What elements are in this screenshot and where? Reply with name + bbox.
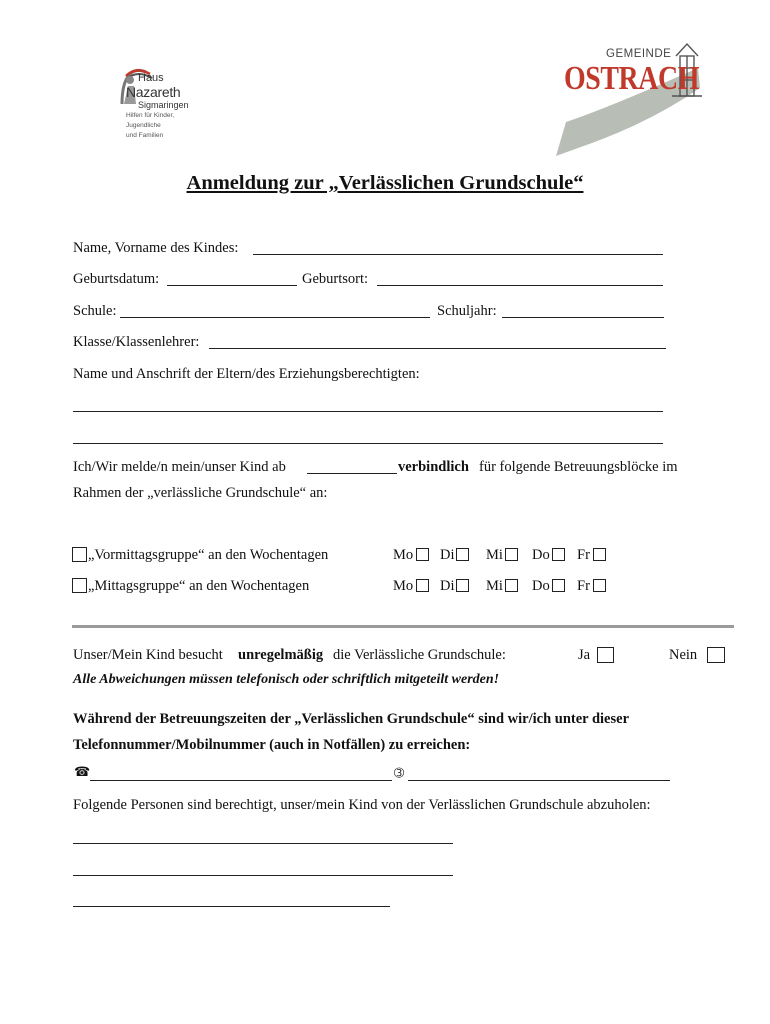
midday-day-fr-checkbox[interactable] (593, 579, 606, 592)
logo-text-ostrach: OSTRACH (564, 60, 700, 97)
morning-day-fr-label: Fr (577, 547, 590, 563)
deviation-note: Alle Abweichungen müssen telefonisch oder schriftlich mitgeteilt werden! (73, 672, 500, 687)
midday-day-mo-label: Mo (393, 578, 414, 594)
birthdate-field[interactable] (167, 285, 297, 286)
pickup-person-field-1[interactable] (73, 843, 453, 844)
irregular-text-bold: unregelmäßig (238, 647, 324, 663)
midday-day-mi-label: Mi (486, 578, 503, 594)
mobile-field[interactable] (408, 780, 670, 781)
phone-icon: ☎ (74, 765, 91, 780)
midday-day-di-checkbox[interactable] (456, 579, 469, 592)
irregular-no-label: Nein (669, 647, 698, 663)
irregular-no-checkbox[interactable] (707, 647, 725, 663)
mobile-icon: ➂ (394, 766, 405, 780)
school-field[interactable] (120, 317, 430, 318)
pickup-person-field-3[interactable] (73, 906, 390, 907)
irregular-yes-checkbox[interactable] (597, 647, 614, 663)
logo-tagline-1: Hilfen für Kinder, (126, 112, 175, 119)
school-label: Schule: (73, 303, 117, 319)
midday-day-mo-checkbox[interactable] (416, 579, 429, 592)
parents-field-line-2[interactable] (73, 443, 663, 444)
birthplace-field[interactable] (377, 285, 663, 286)
pickup-label: Folgende Personen sind berechtigt, unser/mein Kind von der Verlässlichen Grundschule abzuholen: (73, 797, 651, 813)
logo-tagline-2: Jugendliche (126, 122, 161, 129)
page-title: Anmeldung zur „Verlässlichen Grundschule“ (186, 172, 584, 194)
pickup-person-field-2[interactable] (73, 875, 453, 876)
morning-day-fr-checkbox[interactable] (593, 548, 606, 561)
phone-field[interactable] (90, 780, 392, 781)
midday-day-di-label: Di (440, 578, 455, 594)
morning-day-mi-label: Mi (486, 547, 503, 563)
morning-day-do-checkbox[interactable] (552, 548, 565, 561)
registration-text-a: Ich/Wir melde/n mein/unser Kind ab (73, 459, 286, 475)
class-teacher-label: Klasse/Klassenlehrer: (73, 334, 200, 350)
section-divider (72, 625, 734, 628)
morning-day-mo-checkbox[interactable] (416, 548, 429, 561)
child-name-field[interactable] (253, 254, 663, 255)
morning-day-mi-checkbox[interactable] (505, 548, 518, 561)
class-teacher-field[interactable] (209, 348, 666, 349)
logo-tagline-3: und Familien (126, 132, 164, 139)
school-year-label: Schuljahr: (437, 303, 497, 319)
midday-day-fr-label: Fr (577, 578, 590, 594)
start-date-field[interactable] (307, 473, 397, 474)
midday-day-do-label: Do (532, 578, 550, 594)
child-name-label: Name, Vorname des Kindes: (73, 240, 239, 256)
logo-text-nazareth: Nazareth (126, 84, 181, 100)
logo-text-haus: Haus (138, 72, 164, 84)
midday-group-label: „Mittagsgruppe“ an den Wochentagen (88, 578, 310, 594)
midday-day-do-checkbox[interactable] (552, 579, 565, 592)
morning-group-checkbox[interactable] (72, 547, 87, 562)
school-year-field[interactable] (502, 317, 664, 318)
irregular-yes-label: Ja (578, 647, 591, 663)
birthplace-label: Geburtsort: (302, 271, 369, 287)
morning-day-do-label: Do (532, 547, 550, 563)
haus-nazareth-logo (112, 58, 222, 142)
morning-day-di-checkbox[interactable] (456, 548, 469, 561)
irregular-text-a: Unser/Mein Kind besucht (73, 647, 223, 663)
midday-day-mi-checkbox[interactable] (505, 579, 518, 592)
registration-text-bold: verbindlich (398, 459, 469, 475)
contact-text-line1: Während der Betreuungszeiten der „Verlässlichen Grundschule“ sind wir/ich unter dieser (73, 711, 629, 727)
logo-text-sigmaringen: Sigmaringen (138, 100, 189, 110)
birthdate-label: Geburtsdatum: (73, 271, 160, 287)
registration-text-b: für folgende Betreuungsblöcke im (479, 459, 678, 475)
registration-text-line2: Rahmen der „verlässliche Grundschule“ an: (73, 485, 328, 501)
ostrach-logo (548, 38, 708, 162)
morning-day-di-label: Di (440, 547, 455, 563)
contact-text-line2: Telefonnummer/Mobilnummer (auch in Notfällen) zu erreichen: (73, 737, 471, 753)
logo-text-gemeinde: GEMEINDE (606, 48, 672, 60)
parents-label: Name und Anschrift der Eltern/des Erziehungsberechtigten: (73, 366, 420, 382)
midday-group-checkbox[interactable] (72, 578, 87, 593)
morning-group-label: „Vormittagsgruppe“ an den Wochentagen (88, 547, 329, 563)
irregular-text-b: die Verlässliche Grundschule: (333, 647, 506, 663)
morning-day-mo-label: Mo (393, 547, 414, 563)
parents-field-line-1[interactable] (73, 411, 663, 412)
